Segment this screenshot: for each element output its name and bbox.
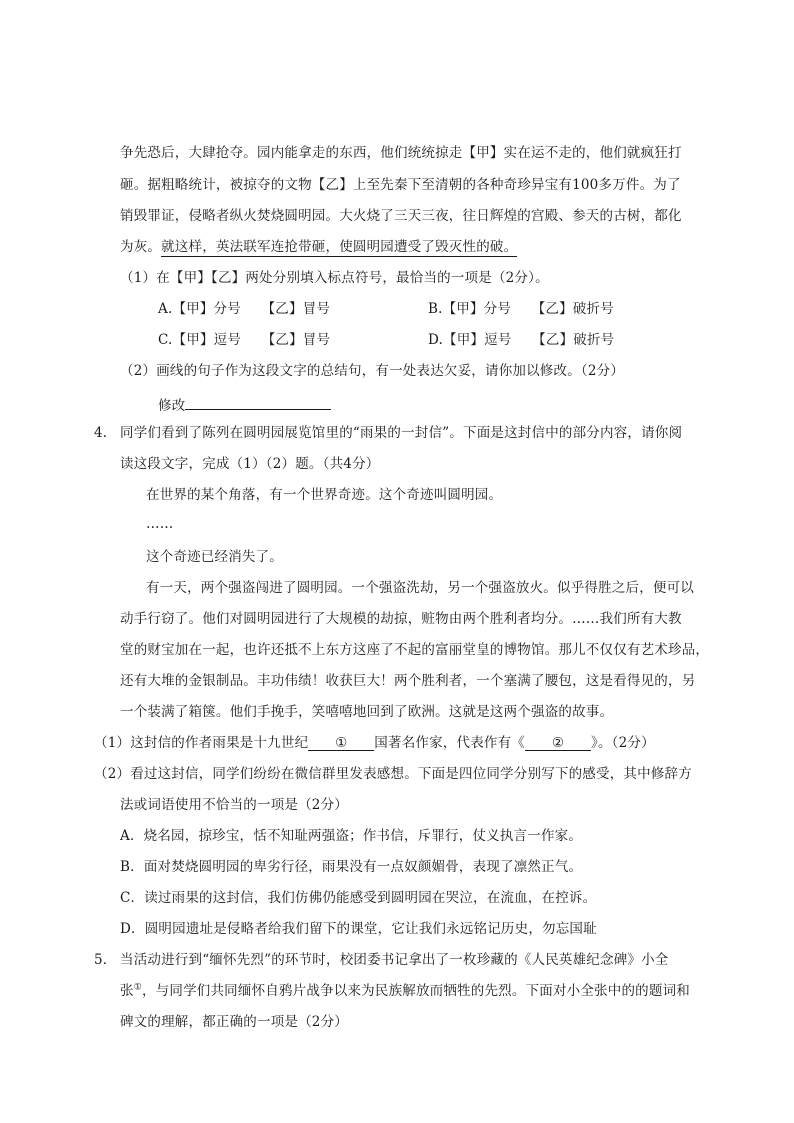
answer-blank-2[interactable]: ②	[525, 734, 591, 751]
underlined-sentence: 就这样，英法联军连抢带砸，使圆明园遭受了毁灭性的破。	[161, 239, 518, 255]
letter-line-6: 还有大堆的金银制品。丰功伟绩！收获巨大！两个胜利者，一个塞满了腰包，这是看得见的，另	[120, 673, 696, 689]
q3-option-d: D.【甲】逗号 【乙】破折号	[428, 332, 615, 348]
letter-ellipsis: ……	[146, 516, 174, 532]
q5-line-2-b: ，与同学们共同缅怀自鸦片战争以来为民族解放而牺牲的先烈。下面对小全张中的的题词和	[141, 983, 690, 999]
letter-line-2: 这个奇迹已经消失了。	[146, 549, 283, 565]
q4-sub2-line-2: 法或词语使用不恰当的一项是（2分）	[120, 797, 348, 813]
q3-option-b: B.【甲】分号 【乙】破折号	[428, 301, 614, 317]
q5-stem-line-2	[120, 982, 690, 1000]
revise-label: 修改	[158, 398, 186, 414]
q3-sub1-stem: （1）在【甲】【乙】两处分别填入标点符号，最恰当的一项是（2分）。	[120, 270, 549, 286]
q5-number: 5．	[94, 952, 117, 968]
letter-line-1: 在世界的某个角落，有一个世界奇迹。这个奇迹叫圆明园。	[146, 487, 503, 503]
passage-line-1: 争先恐后，大肆抢夺。园内能拿走的东西，他们统统掠走【甲】实在运不走的，他们就疯狂打	[120, 145, 682, 161]
q4-sub2-line-1: （2）看过这封信，同学们纷纷在微信群里发表感想。下面是四位同学分别写下的感受，其中修辞方	[94, 766, 692, 782]
letter-line-5: 堂的财宝加在一起，也许还抵不上东方这座了不起的富丽堂皇的博物馆。那儿不仅仅有艺术珍品，	[120, 642, 710, 658]
q4-sub1-text-c: 》。（2分）	[591, 735, 655, 751]
answer-blank-1[interactable]: ①	[308, 734, 374, 751]
q3-option-c: C.【甲】逗号 【乙】冒号	[158, 332, 331, 348]
footnote-marker: ①	[133, 982, 142, 993]
q4-option-a: A．烧名园，掠珍宝，恬不知耻两强盗；作书信，斥罪行，仗义执言一作家。	[120, 828, 583, 844]
letter-line-4: 动手行窃了。他们对圆明园进行了大规模的劫掠，赃物由两个胜利者均分。……我们所有大教	[120, 611, 682, 627]
q4-stem-line-1: 同学们看到了陈列在圆明园展览馆里的“雨果的一封信”。下面是这封信中的部分内容，请你阅	[120, 425, 683, 441]
revise-answer-blank[interactable]	[185, 393, 331, 410]
q4-option-b: B．面对焚烧圆明园的卑劣行径，雨果没有一点奴颜媚骨，表现了凛然正气。	[120, 859, 583, 875]
q4-option-c: C．读过雨果的这封信，我们仿佛仍能感受到圆明园在哭泣，在流血，在控诉。	[120, 890, 597, 906]
letter-line-7: 一个装满了箱箧。他们手挽手，笑嘻嘻地回到了欧洲。这就是这两个强盗的故事。	[120, 704, 614, 720]
q5-stem-line-1: 当活动进行到“缅怀先烈”的环节时，校团委书记拿出了一枚珍藏的《人民英雄纪念碑》小全	[120, 952, 669, 968]
q4-number: 4.	[94, 425, 108, 441]
q5-stem-line-3: 碑文的理解，都正确的一项是（2分）	[120, 1014, 348, 1030]
q4-option-d: D．圆明园遗址是侵略者给我们留下的课堂，它让我们永远铭记历史，勿忘国耻	[120, 921, 597, 937]
passage-line-4	[120, 238, 517, 256]
q4-sub1	[94, 734, 655, 752]
q3-revise-line	[158, 393, 331, 415]
q4-sub1-text-b: 国著名作家，代表作有《	[374, 735, 525, 751]
passage-line-4-plain: 为灰。	[120, 239, 162, 255]
q4-stem-line-2: 读这段文字，完成（1）（2）题。（共4分）	[120, 456, 380, 472]
q3-sub2-stem: （2）画线的句子作为这段文字的总结句，有一处表达欠妥，请你加以修改。（2分）	[120, 363, 625, 379]
q3-option-a: A.【甲】分号 【乙】冒号	[158, 301, 331, 317]
letter-line-3: 有一天，两个强盗闯进了圆明园。一个强盗洗劫，另一个强盗放火。似乎得胜之后，便可以	[146, 580, 694, 596]
passage-line-3: 销毁罪证，侵略者纵火焚烧圆明园。大火烧了三天三夜，往日辉煌的宫殿、参天的古树，都化	[120, 208, 682, 224]
passage-line-2: 砸。据粗略统计，被掠夺的文物【乙】上至先秦下至清朝的各种奇珍异宝有100多万件。为了	[120, 177, 681, 193]
q5-line-2-a: 张	[120, 983, 134, 999]
q4-sub1-text-a: （1）这封信的作者雨果是十九世纪	[94, 735, 309, 751]
